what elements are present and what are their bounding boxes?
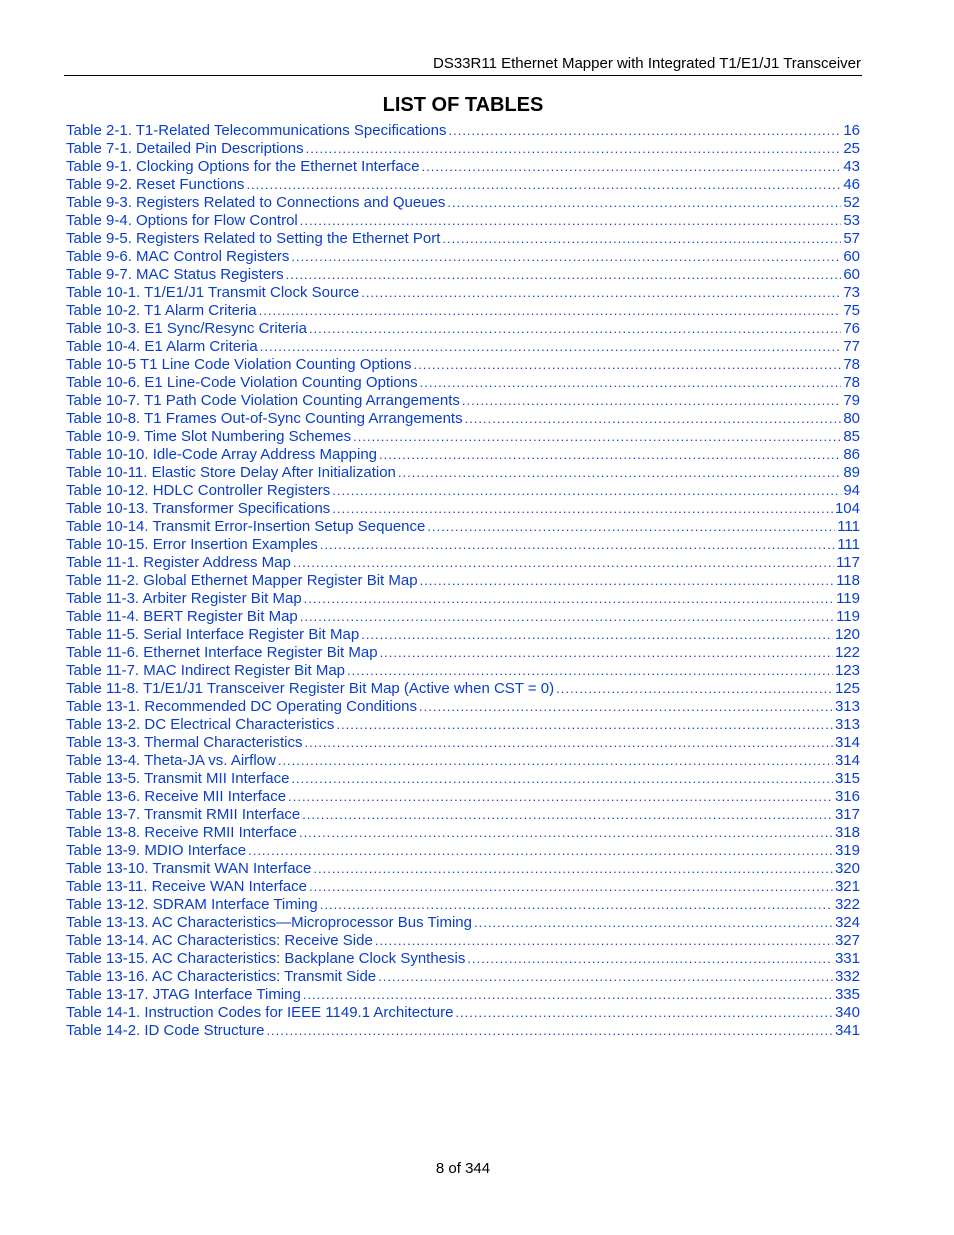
- toc-entry-label: Table 11-3. Arbiter Register Bit Map: [66, 590, 302, 607]
- toc-entry-page-number: 324: [834, 914, 860, 931]
- toc-entry-label: Table 13-3. Thermal Characteristics: [66, 734, 303, 751]
- dot-leader: [291, 248, 841, 266]
- toc-entry-page-number: 335: [834, 986, 860, 1003]
- toc-entry[interactable]: [66, 698, 860, 716]
- dot-leader: [293, 554, 834, 572]
- toc-entry[interactable]: [66, 302, 860, 320]
- toc-entry-page-number: 327: [834, 932, 860, 949]
- toc-entry-label: Table 10-1. T1/E1/J1 Transmit Clock Source: [66, 284, 360, 301]
- dot-leader: [419, 698, 833, 716]
- toc-entry-label-part: = 0): [523, 680, 555, 697]
- toc-entry-label: Table 13-12. SDRAM Interface Timing: [66, 896, 318, 913]
- toc-entry-page-number: 316: [834, 788, 860, 805]
- dot-leader: [442, 230, 841, 248]
- toc-entry-label: Table 11-1. Register Address Map: [66, 554, 291, 571]
- toc-entry-page-number: 315: [834, 770, 860, 787]
- toc-entry[interactable]: [66, 158, 860, 176]
- toc-entry-page-number: 332: [834, 968, 860, 985]
- toc-entry-page-number: 94: [843, 482, 860, 499]
- document-header-title: DS33R11 Ethernet Mapper with Integrated T1/E1/J1 Transceiver: [432, 55, 861, 72]
- toc-entry[interactable]: [66, 536, 860, 554]
- dot-leader: [304, 590, 834, 608]
- toc-entry-page-number: 118: [836, 572, 860, 589]
- toc-entry-page-number: 122: [834, 644, 860, 661]
- toc-entry[interactable]: [66, 806, 860, 824]
- dot-leader: [320, 536, 835, 554]
- toc-entry-page-number: 322: [834, 896, 860, 913]
- toc-entry-page-number: 104: [834, 500, 860, 517]
- toc-entry-label: Table 9-3. Registers Related to Connections and Queues: [66, 194, 446, 211]
- toc-entry-label: Table 10-7. T1 Path Code Violation Counting Arrangements: [66, 392, 460, 409]
- dot-leader: [420, 572, 835, 590]
- toc-entry-page-number: 119: [836, 590, 860, 607]
- dot-leader: [347, 662, 833, 680]
- toc-entry[interactable]: [66, 428, 860, 446]
- toc-entry-label: Table 10-8. T1 Frames Out-of-Sync Counting Arrangements: [66, 410, 463, 427]
- toc-entry-page-number: 120: [834, 626, 860, 643]
- toc-entry-label: Table 13-7. Transmit RMII Interface: [66, 806, 301, 823]
- toc-entry[interactable]: [66, 410, 860, 428]
- toc-entry-label: Table 13-10. Transmit WAN Interface: [66, 860, 312, 877]
- toc-entry[interactable]: [66, 662, 860, 680]
- toc-entry[interactable]: [66, 1022, 860, 1040]
- toc-entry-label: Table 9-1. Clocking Options for the Ethernet Interface: [66, 158, 420, 175]
- dot-leader: [309, 320, 841, 338]
- toc-entry[interactable]: [66, 446, 860, 464]
- toc-entry[interactable]: [66, 1004, 860, 1022]
- toc-entry[interactable]: [66, 842, 860, 860]
- toc-entry-page-number: 60: [843, 266, 860, 283]
- dot-leader: [259, 302, 842, 320]
- toc-entry-page-number: 73: [843, 284, 860, 301]
- toc-entry[interactable]: [66, 356, 860, 374]
- dot-leader: [260, 338, 842, 356]
- toc-entry-label: Table 13-2. DC Electrical Characteristics: [66, 716, 335, 733]
- toc-entry-label: Table 13-1. Recommended DC Operating Conditions: [66, 698, 418, 715]
- toc-entry-page-number: 318: [834, 824, 860, 841]
- toc-entry-page-number: 314: [834, 734, 860, 751]
- toc-entry-page-number: 75: [843, 302, 860, 319]
- dot-leader: [556, 680, 833, 698]
- dot-leader: [304, 734, 832, 752]
- dot-leader: [467, 950, 833, 968]
- dot-leader: [299, 824, 833, 842]
- dot-leader: [448, 122, 841, 140]
- toc-entry-label: Table 13-5. Transmit MII Interface: [66, 770, 290, 787]
- toc-entry[interactable]: [66, 248, 860, 266]
- toc-entry[interactable]: [66, 140, 860, 158]
- toc-entry[interactable]: [66, 644, 860, 662]
- toc-entry-label: Table 9-5. Registers Related to Setting the Ethernet Port: [66, 230, 441, 247]
- toc-entry[interactable]: [66, 482, 860, 500]
- dot-leader: [300, 212, 842, 230]
- dot-leader: [361, 626, 833, 644]
- toc-entry[interactable]: [66, 734, 860, 752]
- toc-entry[interactable]: [66, 824, 860, 842]
- toc-entry-label: Table 10-11. Elastic Store Delay After Initialization: [66, 464, 396, 481]
- toc-entry[interactable]: [66, 500, 860, 518]
- toc-entry-page-number: 125: [834, 680, 860, 697]
- toc-entry[interactable]: [66, 788, 860, 806]
- toc-entry[interactable]: [66, 950, 860, 968]
- toc-entry-page-number: 331: [834, 950, 860, 967]
- dot-leader: [291, 770, 833, 788]
- toc-entry[interactable]: [66, 212, 860, 230]
- dot-leader: [320, 896, 833, 914]
- dot-leader: [286, 266, 842, 284]
- toc-entry-page-number: 89: [843, 464, 860, 481]
- dot-leader: [414, 356, 842, 374]
- toc-entry-page-number: 76: [843, 320, 860, 337]
- toc-entry[interactable]: [66, 752, 860, 770]
- dot-leader: [303, 986, 833, 1004]
- toc-entry-label: Table 10-15. Error Insertion Examples: [66, 536, 318, 553]
- toc-entry[interactable]: [66, 284, 860, 302]
- dot-leader: [300, 608, 834, 626]
- toc-entry[interactable]: [66, 860, 860, 878]
- dot-leader: [465, 410, 842, 428]
- toc-entry-page-number: 80: [843, 410, 860, 427]
- toc-entry-page-number: 25: [843, 140, 860, 157]
- dot-leader: [379, 446, 841, 464]
- toc-entry-page-number: 117: [836, 554, 860, 571]
- dot-leader: [309, 878, 833, 896]
- toc-entry-page-number: 46: [843, 176, 860, 193]
- toc-entry-label: Table 9-2. Reset Functions: [66, 176, 245, 193]
- toc-entry[interactable]: [66, 464, 860, 482]
- toc-entry[interactable]: [66, 680, 860, 698]
- toc-entry-page-number: 57: [843, 230, 860, 247]
- dot-leader: [420, 374, 842, 392]
- toc-entry[interactable]: [66, 320, 860, 338]
- toc-entry-label: Table 10-5 T1 Line Code Violation Counting Options: [66, 356, 412, 373]
- toc-entry[interactable]: [66, 770, 860, 788]
- toc-entry-page-number: 319: [834, 842, 860, 859]
- toc-entry-page-number: 314: [834, 752, 860, 769]
- dot-leader: [266, 1022, 833, 1040]
- dot-leader: [375, 932, 833, 950]
- toc-entry-page-number: 52: [843, 194, 860, 211]
- toc-entry-label-part: Table 11-8. T1/E1/J1 Transceiver Register Bit Map (Active when: [66, 680, 494, 697]
- toc-entry-label: Table 9-7. MAC Status Registers: [66, 266, 284, 283]
- toc-entry-label: Table 13-9. MDIO Interface: [66, 842, 247, 859]
- toc-entry[interactable]: [66, 194, 860, 212]
- toc-entry-label: [66, 680, 554, 698]
- toc-entry-label: Table 10-12. HDLC Controller Registers: [66, 482, 331, 499]
- dot-leader: [422, 158, 842, 176]
- toc-entry-label: Table 9-6. MAC Control Registers: [66, 248, 290, 265]
- toc-entry-label: Table 10-13. Transformer Specifications: [66, 500, 331, 517]
- toc-entry[interactable]: [66, 374, 860, 392]
- toc-entry[interactable]: [66, 554, 860, 572]
- dot-leader: [313, 860, 833, 878]
- toc-entry[interactable]: [66, 914, 860, 932]
- toc-entry[interactable]: [66, 986, 860, 1004]
- toc-entry-page-number: 320: [834, 860, 860, 877]
- toc-entry[interactable]: [66, 590, 860, 608]
- toc-entry-label: Table 11-4. BERT Register Bit Map: [66, 608, 298, 625]
- dot-leader: [246, 176, 841, 194]
- dot-leader: [288, 788, 833, 806]
- toc-entry-page-number: 77: [843, 338, 860, 355]
- toc-entry-page-number: 79: [843, 392, 860, 409]
- toc-entry-label: Table 10-4. E1 Alarm Criteria: [66, 338, 258, 355]
- toc-entry-label: Table 7-1. Detailed Pin Descriptions: [66, 140, 304, 157]
- toc-entry-label: Table 13-8. Receive RMII Interface: [66, 824, 297, 841]
- toc-entry-label: Table 9-4. Options for Flow Control: [66, 212, 298, 229]
- toc-entry-label: Table 10-14. Transmit Error-Insertion Setup Sequence: [66, 518, 426, 535]
- toc-entry-label: Table 11-5. Serial Interface Register Bit Map: [66, 626, 360, 643]
- toc-entry-label: Table 13-15. AC Characteristics: Backplane Clock Synthesis: [66, 950, 466, 967]
- toc-entry-label: Table 13-17. JTAG Interface Timing: [66, 986, 301, 1003]
- dot-leader: [398, 464, 841, 482]
- toc-entry-label: Table 13-4. Theta-JA vs. Airflow: [66, 752, 276, 769]
- page-number: 8 of 344: [435, 1160, 491, 1177]
- toc-entry[interactable]: [66, 896, 860, 914]
- toc-entry[interactable]: [66, 716, 860, 734]
- active-low-signal-name: $\overline{CST}$: [493, 680, 524, 697]
- toc-entry-label: Table 13-13. AC Characteristics—Microprocessor Bus Timing: [66, 914, 472, 931]
- toc-entry[interactable]: [66, 878, 860, 896]
- toc-entry-page-number: 53: [843, 212, 860, 229]
- toc-entry[interactable]: [66, 932, 860, 950]
- toc-entry-page-number: 43: [843, 158, 860, 175]
- toc-entry-page-number: 111: [837, 518, 860, 535]
- toc-entry-page-number: 60: [843, 248, 860, 265]
- toc-entry-page-number: 85: [843, 428, 860, 445]
- toc-entry-label: Table 10-9. Time Slot Numbering Schemes: [66, 428, 352, 445]
- toc-entry-label: Table 10-6. E1 Line-Code Violation Counting Options: [66, 374, 418, 391]
- dot-leader: [353, 428, 841, 446]
- toc-entry-label: Table 2-1. T1-Related Telecommunications Specifications: [66, 122, 447, 139]
- dot-leader: [306, 140, 842, 158]
- toc-entry-page-number: 321: [834, 878, 860, 895]
- toc-entry[interactable]: [66, 176, 860, 194]
- dot-leader: [447, 194, 841, 212]
- dot-leader: [462, 392, 841, 410]
- toc-entry[interactable]: [66, 626, 860, 644]
- dot-leader: [332, 500, 833, 518]
- toc-entry-page-number: 111: [837, 536, 860, 553]
- toc-entry-label: Table 13-14. AC Characteristics: Receive Side: [66, 932, 373, 949]
- page-title: LIST OF TABLES: [382, 94, 544, 116]
- dot-leader: [302, 806, 833, 824]
- dot-leader: [455, 1004, 833, 1022]
- toc-entry[interactable]: [66, 968, 860, 986]
- toc-entry-label: Table 13-16. AC Characteristics: Transmit Side: [66, 968, 377, 985]
- dot-leader: [248, 842, 833, 860]
- dot-leader: [336, 716, 833, 734]
- dot-leader: [380, 644, 833, 662]
- toc-entry[interactable]: [66, 392, 860, 410]
- toc-entry-label: Table 11-7. MAC Indirect Register Bit Map: [66, 662, 346, 679]
- toc-entry[interactable]: [66, 338, 860, 356]
- toc-entry[interactable]: [66, 122, 860, 140]
- toc-entry-page-number: 86: [843, 446, 860, 463]
- list-of-tables: [66, 122, 860, 1040]
- toc-entry-label: Table 14-1. Instruction Codes for IEEE 1149.1 Architecture: [66, 1004, 454, 1021]
- toc-entry-page-number: 123: [834, 662, 860, 679]
- dot-leader: [278, 752, 833, 770]
- toc-entry[interactable]: [66, 608, 860, 626]
- toc-entry-page-number: 78: [843, 374, 860, 391]
- toc-entry-page-number: 78: [843, 356, 860, 373]
- toc-entry-label: Table 13-6. Receive MII Interface: [66, 788, 287, 805]
- dot-leader: [474, 914, 833, 932]
- toc-entry-label: Table 13-11. Receive WAN Interface: [66, 878, 307, 895]
- toc-entry-label: Table 11-2. Global Ethernet Mapper Register Bit Map: [66, 572, 418, 589]
- toc-entry-label: Table 14-2. ID Code Structure: [66, 1022, 265, 1039]
- dot-leader: [378, 968, 833, 986]
- header-divider: [64, 75, 862, 76]
- toc-entry-label: Table 11-6. Ethernet Interface Register Bit Map: [66, 644, 378, 661]
- toc-entry[interactable]: [66, 518, 860, 536]
- dot-leader: [361, 284, 841, 302]
- toc-entry-page-number: 16: [843, 122, 860, 139]
- toc-entry-page-number: 341: [834, 1022, 860, 1039]
- toc-entry[interactable]: [66, 572, 860, 590]
- dot-leader: [427, 518, 835, 536]
- toc-entry-label: Table 10-3. E1 Sync/Resync Criteria: [66, 320, 307, 337]
- toc-entry[interactable]: [66, 230, 860, 248]
- toc-entry-page-number: 313: [834, 698, 860, 715]
- toc-entry-page-number: 340: [834, 1004, 860, 1021]
- toc-entry[interactable]: [66, 266, 860, 284]
- dot-leader: [332, 482, 841, 500]
- toc-entry-page-number: 119: [836, 608, 860, 625]
- toc-entry-label: Table 10-10. Idle-Code Array Address Mapping: [66, 446, 378, 463]
- toc-entry-label: Table 10-2. T1 Alarm Criteria: [66, 302, 257, 319]
- toc-entry-page-number: 313: [834, 716, 860, 733]
- toc-entry-page-number: 317: [834, 806, 860, 823]
